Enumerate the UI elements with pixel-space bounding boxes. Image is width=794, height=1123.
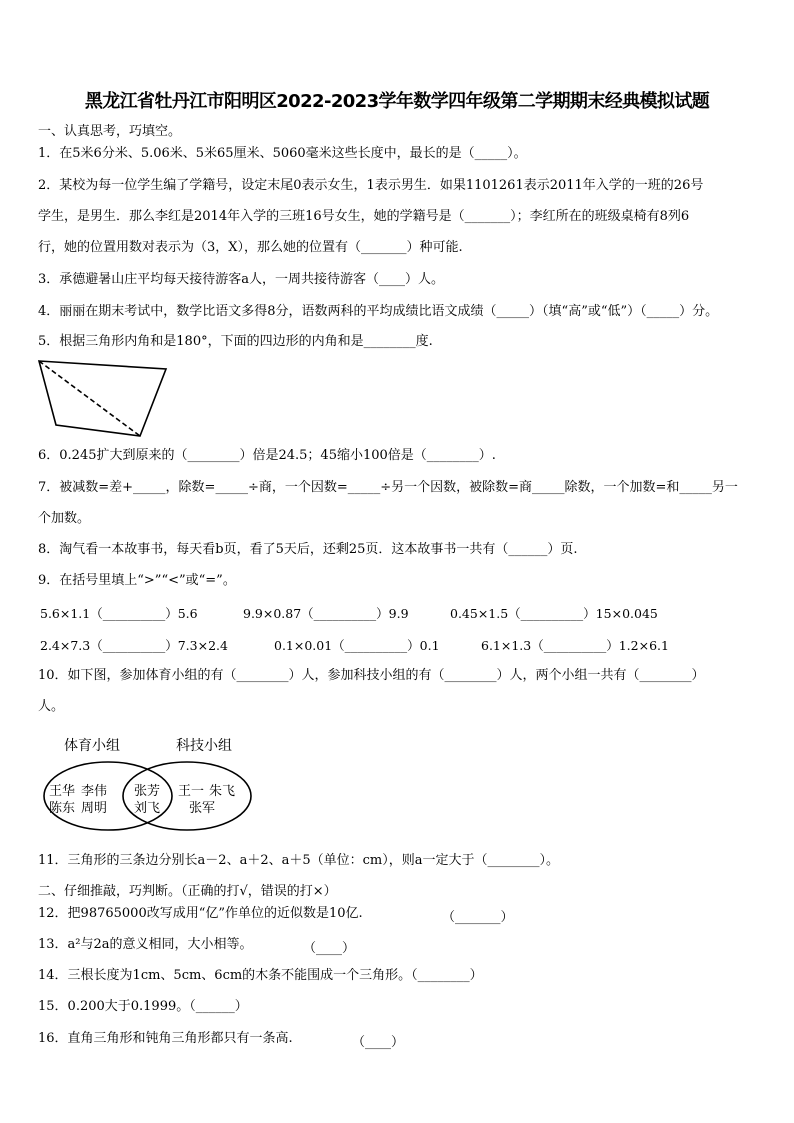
venn-name: 周明 bbox=[81, 801, 108, 816]
venn-name: 朱飞 bbox=[209, 784, 236, 799]
q9-item: 0.1×0.01（__________）0.1 bbox=[274, 638, 440, 653]
venn-name: 陈东 bbox=[49, 801, 76, 816]
section-2-heading: 二、仔细推敲，巧判断。（正确的打√，错误的打×） bbox=[38, 884, 337, 899]
venn-label-science: 科技小组 bbox=[176, 738, 232, 754]
venn-name: 李伟 bbox=[81, 784, 108, 799]
venn-diagram bbox=[38, 732, 268, 842]
question-2-line-2: 学生，是男生．那么李红是2014年入学的三班16号女生，她的学籍号是（_______）；李红所在的班级桌椅有8列6 bbox=[38, 209, 690, 224]
question-10-line-1: 10．如下图，参加体育小组的有（________）人，参加科技小组的有（________）人，两个小组一共有（________） bbox=[38, 668, 705, 683]
venn-name: 张军 bbox=[189, 801, 216, 816]
question-8: 8．淘气看一本故事书，每天看b页，看了5天后，还剩25页．这本故事书一共有（______）页. bbox=[38, 542, 578, 557]
venn-name: 刘飞 bbox=[134, 801, 161, 816]
venn-label-sports: 体育小组 bbox=[64, 738, 120, 754]
q16-answer-blank: （____） bbox=[352, 1035, 405, 1050]
question-4: 4．丽丽在期末考试中，数学比语文多得8分，语数两科的平均成绩比语文成绩（_____）（填“高”或“低”）（_____）分。 bbox=[38, 304, 719, 319]
q12-answer-blank: （_______） bbox=[442, 910, 514, 925]
section-1-heading: 一、认真思考，巧填空。 bbox=[38, 124, 182, 139]
question-2-line-3: 行，她的位置用数对表示为（3，X），那么她的位置有（_______）种可能. bbox=[38, 240, 463, 255]
quadrilateral-figure bbox=[36, 358, 170, 440]
question-10-line-2: 人。 bbox=[38, 699, 65, 714]
question-6: 6．0.245扩大到原来的（________）倍是24.5；45缩小100倍是（________）. bbox=[38, 448, 496, 463]
q9-item: 6.1×1.3（__________）1.2×6.1 bbox=[481, 638, 669, 653]
question-7-line-1: 7．被减数=差+_____，除数=_____÷商，一个因数=_____÷另一个因数，被除数=商_____除数，一个加数=和_____另一 bbox=[38, 480, 738, 495]
q9-item: 9.9×0.87（__________）9.9 bbox=[243, 606, 409, 621]
question-13: 13．a²与2a的意义相同，大小相等。 bbox=[38, 937, 253, 952]
question-7-line-2: 个加数。 bbox=[38, 511, 91, 526]
question-14: 14．三根长度为1cm、5cm、6cm的木条不能围成一个三角形。（________） bbox=[38, 968, 483, 983]
venn-name: 王一 bbox=[178, 784, 205, 799]
question-5: 5．根据三角形内角和是180°，下面的四边形的内角和是________度. bbox=[38, 334, 433, 349]
question-3: 3．承德避暑山庄平均每天接待游客a人，一周共接待游客（____）人。 bbox=[38, 272, 445, 287]
venn-name: 张芳 bbox=[134, 784, 161, 799]
q13-answer-blank: （____） bbox=[303, 941, 356, 956]
question-16: 16．直角三角形和钝角三角形都只有一条高. bbox=[38, 1031, 293, 1046]
question-2-line-1: 2．某校为每一位学生编了学籍号，设定末尾0表示女生，1表示男生．如果1101261表示2011年入学的一班的26号 bbox=[38, 178, 704, 193]
question-9: 9．在括号里填上“>”“<”或“=”。 bbox=[38, 573, 236, 588]
q9-item: 5.6×1.1（__________）5.6 bbox=[40, 606, 198, 621]
q9-item: 0.45×1.5（__________）15×0.045 bbox=[450, 606, 658, 621]
page-title: 黑龙江省牡丹江市阳明区2022-2023学年数学四年级第二学期期末经典模拟试题 bbox=[84, 91, 710, 112]
question-11: 11．三角形的三条边分别长a－2、a＋2、a＋5（单位：cm），则a一定大于（________）。 bbox=[38, 853, 559, 868]
question-1: 1．在5米6分米、5.06米、5米65厘米、5060毫米这些长度中，最长的是（_____）。 bbox=[38, 146, 527, 161]
venn-name: 王华 bbox=[49, 784, 76, 799]
question-12: 12．把98765000改写成用“亿”作单位的近似数是10亿. bbox=[38, 906, 363, 921]
q9-item: 2.4×7.3（__________）7.3×2.4 bbox=[40, 638, 228, 653]
question-15: 15．0.200大于0.1999。（______） bbox=[38, 999, 248, 1014]
